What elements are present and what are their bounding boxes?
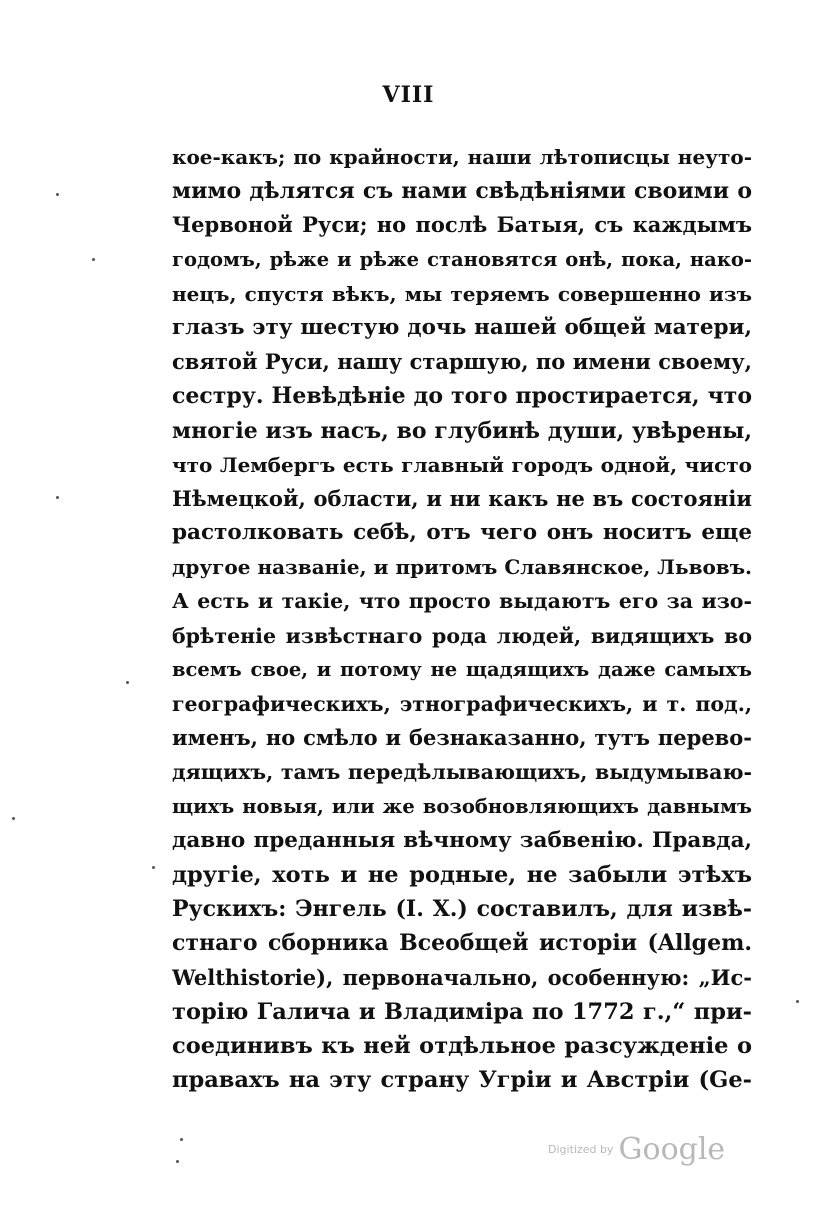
text-line: Welthistorie), первоначально, особенную: „Ис-: [172, 964, 752, 990]
body-text: [172, 140, 752, 1097]
text-line: что Лембергъ есть главный городъ одной, чисто: [172, 452, 752, 477]
text-line: Рускихъ: Энгель (I. X.) составилъ, для извѣ-: [172, 896, 752, 923]
text-line: мимо дѣлятся съ нами свѣдѣнiями своими о: [172, 178, 752, 205]
text-line: А есть и такiе, что просто выдаютъ его за изо-: [172, 589, 752, 614]
text-line: стнаго сборника Всеобщей исторiи (Allgem.: [172, 930, 752, 957]
scan-speck: [126, 681, 129, 684]
scan-speck: [176, 1160, 179, 1163]
text-line: растолковать себѣ, отъ чего онъ носитъ еще: [172, 520, 752, 546]
text-line: святой Руси, нашу старшую, по имени своему,: [172, 349, 752, 375]
scan-speck: [152, 866, 155, 869]
text-line: торiю Галича и Владимiра по 1772 г.,“ при-: [172, 998, 752, 1025]
text-line: соединивъ къ ней отдѣльное разсужденiе о: [172, 1032, 752, 1059]
scan-speck: [56, 496, 59, 499]
text-line: именъ, но смѣло и безнаказанно, тутъ перево-: [172, 725, 752, 751]
google-logo: Google: [618, 1132, 726, 1167]
scan-speck: [92, 258, 95, 261]
text-line: другое названiе, и притомъ Славянское, Львовъ.: [172, 555, 752, 580]
scan-speck: [12, 817, 15, 820]
text-line: давно преданныя вѣчному забвенiю. Правда,: [172, 827, 752, 853]
text-line: Червоной Руси; но послѣ Батыя, съ каждымъ: [172, 212, 752, 238]
digitized-by-google-watermark: [548, 1132, 748, 1172]
text-line: щихъ новыя, или же возобновляющихъ давнымъ: [172, 794, 752, 818]
text-line: географическихъ, этнографическихъ, и т. под.,: [172, 692, 752, 716]
text-line: многiе изъ насъ, во глубинѣ души, увѣрены,: [172, 417, 752, 444]
text-line: нецъ, спустя вѣкъ, мы теряемъ совершенно изъ: [172, 281, 752, 306]
page-number: VIII: [382, 82, 435, 108]
text-line: брѣтенiе извѣстнаго рода людей, видящихъ во: [172, 623, 752, 648]
text-line: кое-какъ; по крайности, наши лѣтописцы неуто-: [172, 145, 752, 169]
text-line: правахъ на эту страну Угрiи и Австрiи (Ge-: [172, 1067, 752, 1094]
watermark-prefix: Digitized by: [548, 1143, 614, 1156]
text-line: глазъ эту шестую дочь нашей общей матери,: [172, 314, 752, 340]
text-line: годомъ, рѣже и рѣже становятся онѣ, пока, нако-: [172, 247, 752, 271]
text-line: сестру. Невѣдѣнiе до того простирается, что: [172, 383, 752, 410]
text-line: всемъ свое, и потому не щадящихъ даже самыхъ: [172, 657, 752, 681]
text-line: другiе, хоть и не родные, не забыли этѣхъ: [172, 861, 752, 888]
text-line: Нѣмецкой, области, и ни какъ не въ состоянiи: [172, 485, 752, 511]
scan-speck: [180, 1138, 183, 1141]
scan-speck: [56, 193, 59, 196]
scan-speck: [796, 1000, 799, 1003]
text-line: дящихъ, тамъ передѣлывающихъ, выдумываю-: [172, 760, 752, 785]
